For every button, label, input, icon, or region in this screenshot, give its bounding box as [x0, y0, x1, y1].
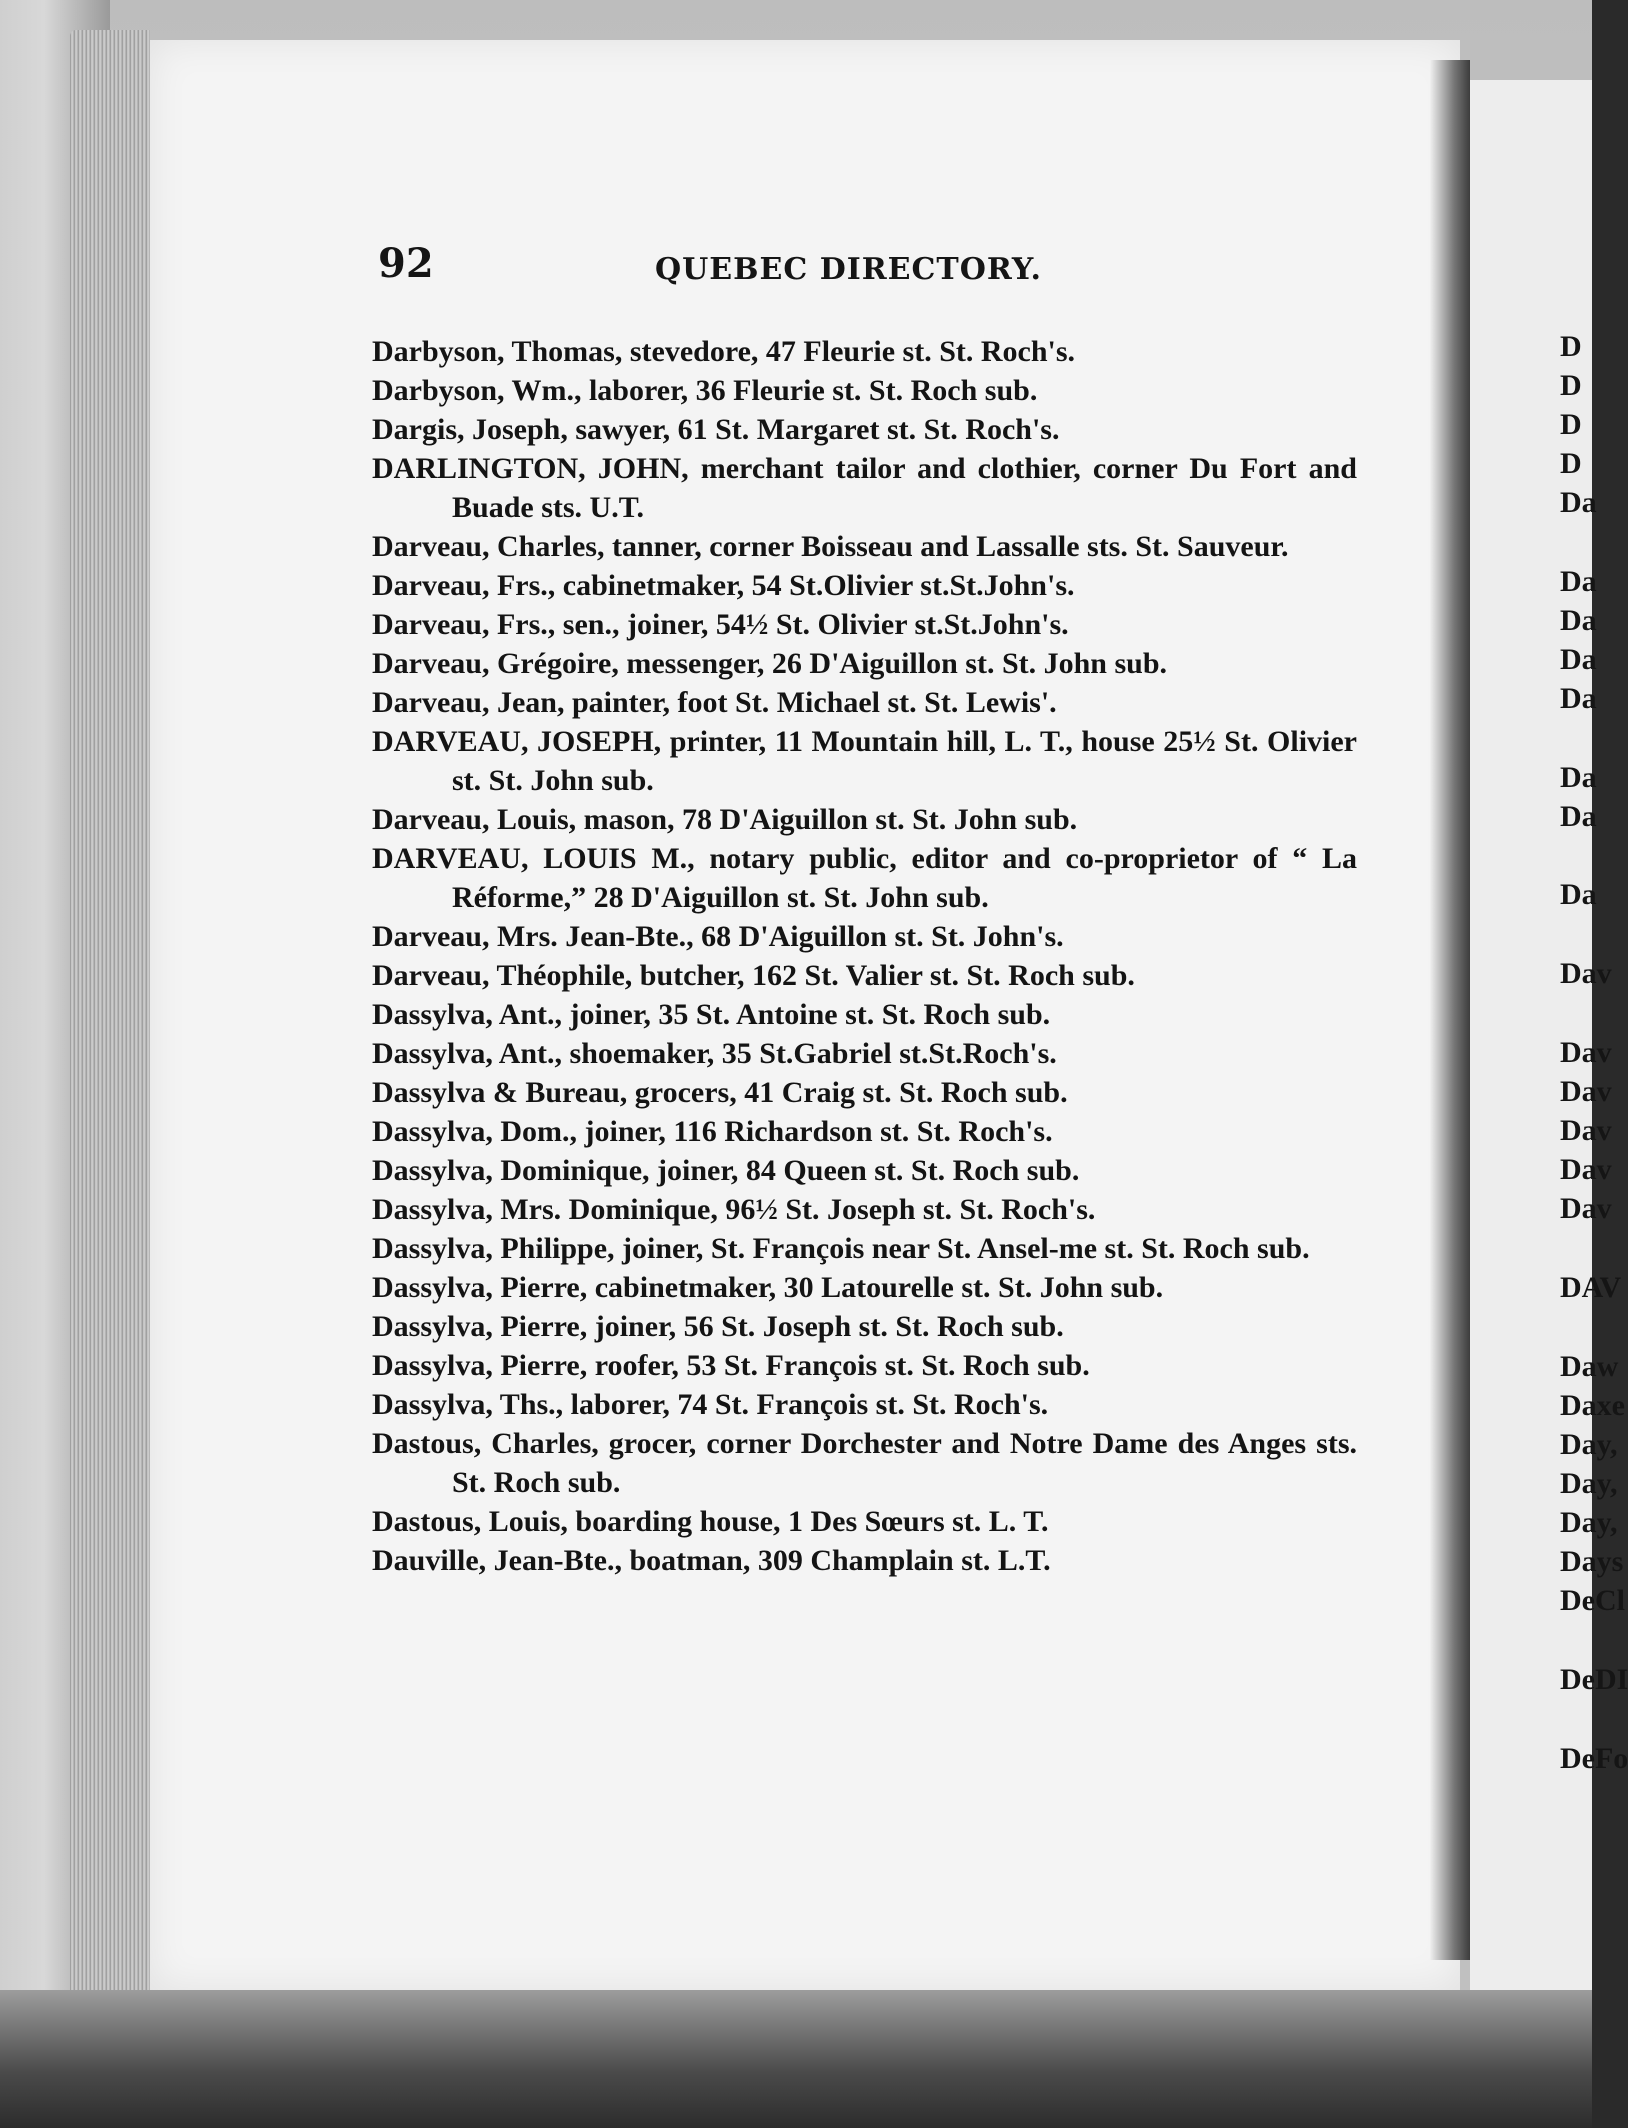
running-head: QUEBEC DIRECTORY. — [655, 252, 1042, 287]
directory-entry: Dassylva, Mrs. Dominique, 96½ St. Joseph st. St. Roch's. — [372, 1193, 1096, 1226]
right-page-fragment: Da — [1560, 761, 1597, 794]
right-page-fragment: Da — [1560, 604, 1597, 637]
right-page-fragment: D — [1560, 369, 1582, 402]
directory-entry: DARVEAU, LOUIS M., notary public, editor and co-proprietor of “ La Réforme,” 28 D'Aiguillon st. St. John sub. — [372, 842, 1357, 914]
right-page-fragment: Dav — [1560, 957, 1612, 990]
directory-entry: Darveau, Grégoire, messenger, 26 D'Aiguillon st. St. John sub. — [372, 647, 1168, 680]
directory-entry: Dauville, Jean-Bte., boatman, 309 Champlain st. L.T. — [372, 1544, 1051, 1577]
directory-entry: Dassylva, Pierre, cabinetmaker, 30 Latourelle st. St. John sub. — [372, 1271, 1164, 1304]
right-page-fragment: Dav — [1560, 1075, 1612, 1108]
directory-entry: Dastous, Charles, grocer, corner Dorchester and Notre Dame des Anges sts. St. Roch sub. — [372, 1427, 1357, 1499]
directory-entry: DARVEAU, JOSEPH, printer, 11 Mountain hill, L. T., house 25½ St. Olivier st. St. John sub. — [372, 725, 1357, 797]
directory-entry: Dargis, Joseph, sawyer, 61 St. Margaret st. St. Roch's. — [372, 413, 1060, 446]
right-page-fragment: Da — [1560, 800, 1597, 833]
right-page-fragment: Day, — [1560, 1506, 1618, 1539]
directory-entry: Darveau, Charles, tanner, corner Boisseau and Lassalle sts. St. Sauveur. — [372, 530, 1289, 563]
directory-entry: Darveau, Théophile, butcher, 162 St. Valier st. St. Roch sub. — [372, 959, 1135, 992]
right-page-fragment: Da — [1560, 486, 1597, 519]
directory-entry: Dassylva & Bureau, grocers, 41 Craig st. St. Roch sub. — [372, 1076, 1068, 1109]
right-page-fragment: Dav — [1560, 1153, 1612, 1186]
directory-entry: Darveau, Jean, painter, foot St. Michael st. St. Lewis'. — [372, 686, 1057, 719]
directory-entry: Dastous, Louis, boarding house, 1 Des Sœurs st. L. T. — [372, 1505, 1049, 1538]
book-gutter — [1430, 60, 1470, 1960]
right-page-fragment: Da — [1560, 682, 1597, 715]
directory-entry: Darveau, Frs., sen., joiner, 54½ St. Olivier st.St.John's. — [372, 608, 1069, 641]
right-page-fragment: Daw — [1560, 1350, 1619, 1383]
directory-entry: Darbyson, Wm., laborer, 36 Fleurie st. St. Roch sub. — [372, 374, 1038, 407]
directory-entry: Dassylva, Dominique, joiner, 84 Queen st. St. Roch sub. — [372, 1154, 1080, 1187]
right-page-fragment: Day, — [1560, 1428, 1618, 1461]
right-page-fragment: Days — [1560, 1545, 1624, 1578]
right-page-fragment: DAV — [1560, 1271, 1622, 1304]
right-page-fragment: DeCl — [1560, 1584, 1625, 1617]
directory-entry: Dassylva, Pierre, roofer, 53 St. François st. St. Roch sub. — [372, 1349, 1090, 1382]
directory-entry: Dassylva, Pierre, joiner, 56 St. Joseph st. St. Roch sub. — [372, 1310, 1064, 1343]
right-page-fragment: D — [1560, 408, 1582, 441]
right-page-fragment: DeFo — [1560, 1742, 1628, 1775]
right-page-fragment: D — [1560, 447, 1582, 480]
right-page-fragment: D — [1560, 330, 1582, 363]
directory-entry: Dassylva, Philippe, joiner, St. François near St. Ansel-me st. St. Roch sub. — [372, 1232, 1310, 1265]
page-edges — [70, 30, 150, 2000]
directory-entries — [372, 332, 1357, 1580]
directory-entry: Dassylva, Ant., joiner, 35 St. Antoine st. St. Roch sub. — [372, 998, 1051, 1031]
directory-entry: Darveau, Mrs. Jean-Bte., 68 D'Aiguillon st. St. John's. — [372, 920, 1064, 953]
bottom-shadow — [0, 1990, 1592, 2128]
page-number: 92 — [378, 240, 434, 287]
directory-entry: Darveau, Frs., cabinetmaker, 54 St.Olivier st.St.John's. — [372, 569, 1075, 602]
directory-entry: Dassylva, Ths., laborer, 74 St. François st. St. Roch's. — [372, 1388, 1049, 1421]
right-page-fragment: Dav — [1560, 1114, 1612, 1147]
right-page-fragment: Dav — [1560, 1192, 1612, 1225]
directory-entry: Darbyson, Thomas, stevedore, 47 Fleurie st. St. Roch's. — [372, 335, 1076, 368]
right-page-fragment: Dav — [1560, 1036, 1612, 1069]
right-page-fragment: Da — [1560, 643, 1597, 676]
directory-entry: Darveau, Louis, mason, 78 D'Aiguillon st. St. John sub. — [372, 803, 1078, 836]
directory-entry: Dassylva, Ant., shoemaker, 35 St.Gabriel st.St.Roch's. — [372, 1037, 1057, 1070]
directory-entry: Dassylva, Dom., joiner, 116 Richardson st. St. Roch's. — [372, 1115, 1053, 1148]
directory-entry: DARLINGTON, JOHN, merchant tailor and clothier, corner Du Fort and Buade sts. U.T. — [372, 452, 1357, 524]
right-page-fragment: Daxe — [1560, 1389, 1625, 1422]
right-page-fragment: Da — [1560, 565, 1597, 598]
right-page-fragment: Da — [1560, 878, 1597, 911]
right-page-fragment: Day, — [1560, 1467, 1618, 1500]
right-page-fragment: DeDI — [1560, 1663, 1628, 1696]
